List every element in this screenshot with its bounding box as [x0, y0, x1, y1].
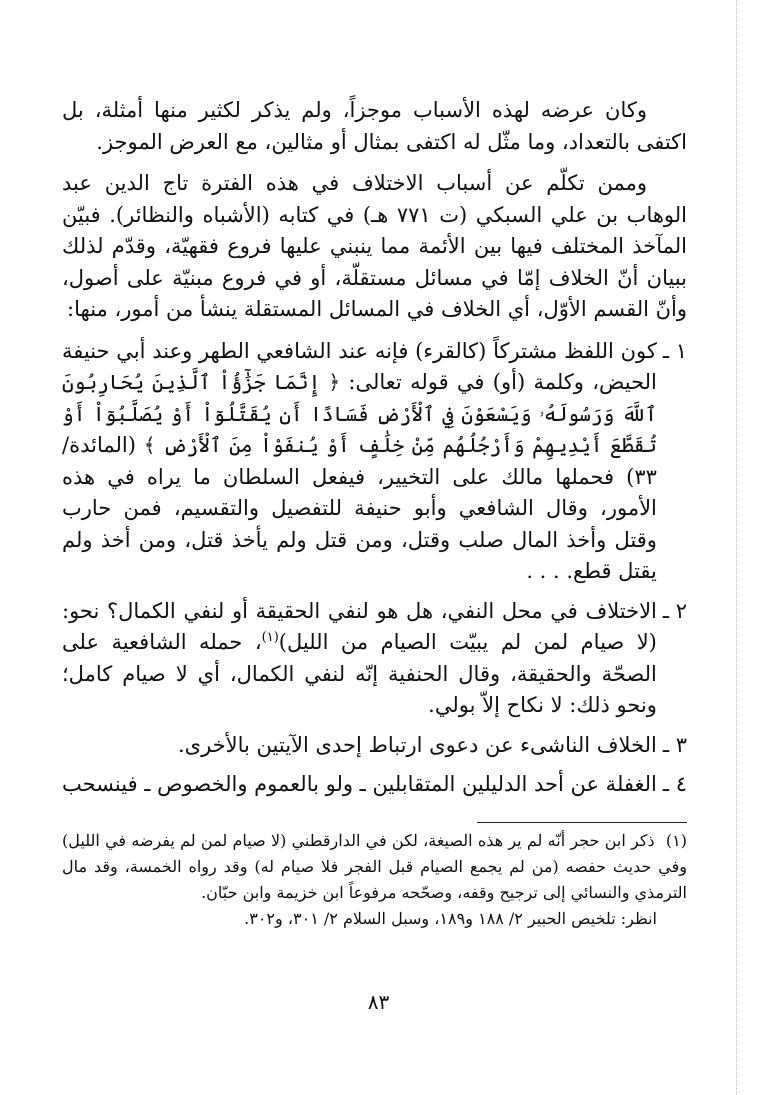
- list-item-text: ، حمله الشافعية على الصحّة والحقيقة، وقال الحنفية إنّه لنفي الكمال، أي لا صيام كامل؛ ونحو ذلك: لا نكاح إلاّ بولي.: [62, 630, 657, 717]
- list-item-body: [62, 596, 657, 722]
- paragraph-1: وكان عرضه لهذه الأسباب موجزاً، ولم يذكر لكثير منها أمثلة، بل اكتفى بالتعداد، وما مثّل له اكتفى بمثال أو مثالين، مع العرض الموجز.: [62, 98, 687, 154]
- footnote-marker: (١): [261, 630, 279, 645]
- footnote-reference: انظر: تلخيص الحبير ٢/ ١٨٨ و١٨٩، وسبل السلام ٢/ ٣٠١، و٣٠٢.: [244, 909, 657, 928]
- list-item-number: ٣ ـ: [662, 732, 687, 757]
- list-item-2: [62, 596, 687, 722]
- list-item-body: [62, 336, 657, 588]
- list-item-text: (المائدة/ ٣٣) فحملها مالك على التخيير، فيفعل السلطان ما يراه في هذه الأمور، وقال الشافعي وأبو حنيفة للتفصيل والتقسيم، فمن حارب وقتل وأخذ المال صلب وقتل، ومن قتل ولم يأخذ قتل، ومن أخذ ولم يقتل قطع. . . .: [62, 433, 657, 583]
- list-item-number: ١ ـ: [662, 338, 687, 363]
- list-item-1: [62, 336, 687, 588]
- list-item-number: ٢ ـ: [662, 598, 687, 623]
- quran-verse: ﴿ إِنَّمَا جَزَٰٓؤُاْ ٱلَّذِينَ يُحَارِبُونَ ٱللَّهَ وَرَسُولَهُۥ وَيَسْعَوْنَ فِي ٱلْأَرْضِ فَسَادًا أَن يُقَتَّلُوٓاْ أَوْ يُصَلَّبُوٓاْ أَوْ تُقَطَّعَ أَيْدِيهِمْ وَأَرْجُلُهُم مِّنْ خِلَٰفٍ أَوْ يُنفَوْاْ مِنَ ٱلْأَرْضِ ﴾: [62, 370, 657, 457]
- footnote-1: [62, 828, 687, 906]
- main-text: [62, 95, 687, 809]
- footnote-number: (١): [665, 831, 688, 850]
- list-item-4: [62, 769, 687, 801]
- footnote-separator: [477, 822, 687, 823]
- list-item-text: الغفلة عن أحد الدليلين المتقابلين ـ ولو بالعموم والخصوص ـ فينسحب: [62, 772, 657, 796]
- paragraph-2: وممن تكلّم عن أسباب الاختلاف في هذه الفترة تاج الدين عبد الوهاب بن علي السبكي (ت ٧٧١ هـ) في كتابه (الأشباه والنظائر). فبيّن المآخذ المختلف فيها بين الأئمة مما ينبني عليها فروع فقهيّة، وقدّم لذلك ببيان أنّ الخلاف إمّا في مسائل مستقلّة، أو في فروع مبنيّة على أصول، وأنّ القسم الأوّل، أي الخلاف في المسائل المستقلة ينشأ من أمور، منها:: [62, 171, 687, 321]
- page-edge-dotted-line: [736, 0, 737, 1095]
- list-item-text: الخلاف الناشىء عن دعوى ارتباط إحدى الآيتين بالأخرى.: [177, 732, 657, 757]
- footnotes: [62, 828, 687, 932]
- footnote-text: ذكر ابن حجر أنّه لم ير هذه الصيغة، لكن في الدارقطني (لا صيام لمن لم يفرضه في الليل) وفي حديث حفصه (من لم يجمع الصيام قبل الفجر فلا صيام له) وقد رواه الخمسة، وقد مال الترمذي والنسائي إلى ترجيح وقفه، وصحّحه مرفوعاً ابن خزيمة وابن حبّان.: [62, 831, 687, 902]
- list-item-text: الاختلاف في محل النفي، هل هو لنفي الحقيقة أو لنفي الكمال؟ نحو: (لا صيام لمن لم يبيّت الصيام من الليل): [62, 598, 657, 654]
- list-item-text: كون اللفظ مشتركاً (كالقرء) فإنه عند الشافعي الطهر وعند أبي حنيفة الحيض، وكلمة (أو) في قوله تعالى:: [62, 338, 657, 394]
- page-number: ٨٣: [367, 990, 390, 1014]
- list-item-number: ٤ ـ: [662, 772, 687, 796]
- list-item-3: [62, 730, 687, 762]
